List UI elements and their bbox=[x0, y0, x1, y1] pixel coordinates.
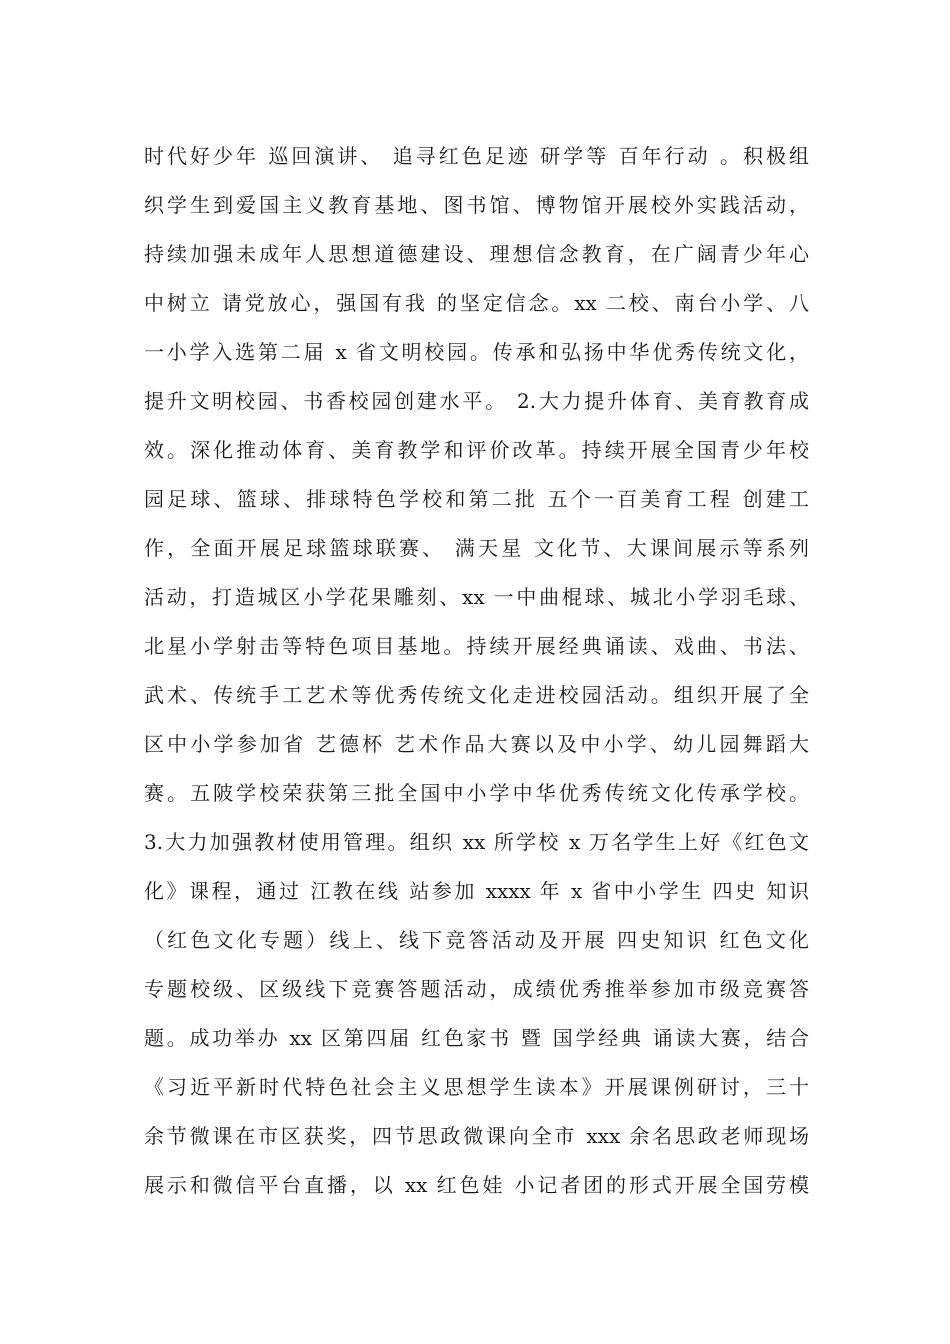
text-line: 北星小学射击等特色项目基地。持续开展经典诵读、戏曲、书法、 bbox=[144, 634, 809, 658]
text-line: 化》课程，通过 江教在线 站参加 xxxx 年 x 省中小学生 四史 知识 bbox=[144, 879, 809, 903]
text-line: 武术、传统手工艺术等优秀传统文化走进校园活动。组织开展了全 bbox=[144, 683, 809, 707]
text-line: 3.大力加强教材使用管理。组织 xx 所学校 x 万名学生上好《红色文 bbox=[144, 830, 809, 854]
text-line: 提升文明校园、书香校园创建水平。 2.大力提升体育、美育教育成 bbox=[144, 389, 809, 413]
text-line: 一小学入选第二届 x 省文明校园。传承和弘扬中华优秀传统文化， bbox=[144, 340, 809, 364]
text-line: 专题校级、区级线下竞赛答题活动，成绩优秀推举参加市级竞赛答 bbox=[144, 977, 809, 1001]
text-line: 题。成功举办 xx 区第四届 红色家书 暨 国学经典 诵读大赛，结合 bbox=[144, 1026, 809, 1050]
text-line: 赛。五陂学校荣获第三批全国中小学中华优秀传统文化传承学校。 bbox=[144, 781, 809, 805]
text-line: 效。深化推动体育、美育教学和评价改革。持续开展全国青少年校 bbox=[144, 438, 809, 462]
text-line: 时代好少年 巡回演讲、 追寻红色足迹 研学等 百年行动 。积极组 bbox=[144, 144, 809, 168]
text-line: 《习近平新时代特色社会主义思想学生读本》开展课例研讨，三十 bbox=[144, 1075, 809, 1099]
text-line: 园足球、篮球、排球特色学校和第二批 五个一百美育工程 创建工 bbox=[144, 487, 809, 511]
text-line: 织学生到爱国主义教育基地、图书馆、博物馆开展校外实践活动， bbox=[144, 193, 809, 217]
text-line: 展示和微信平台直播，以 xx 红色娃 小记者团的形式开展全国劳模 bbox=[144, 1173, 809, 1197]
text-line: 活动，打造城区小学花果雕刻、xx 一中曲棍球、城北小学羽毛球、 bbox=[144, 585, 809, 609]
text-line: 区中小学参加省 艺德杯 艺术作品大赛以及中小学、幼儿园舞蹈大 bbox=[144, 732, 809, 756]
text-line: 余节微课在市区获奖，四节思政微课向全市 xxx 余名思政老师现场 bbox=[144, 1124, 809, 1148]
text-line: 作，全面开展足球篮球联赛、 满天星 文化节、大课间展示等系列 bbox=[144, 536, 809, 560]
text-line: 中树立 请党放心，强国有我 的坚定信念。xx 二校、南台小学、八 bbox=[144, 291, 809, 315]
text-line: 持续加强未成年人思想道德建设、理想信念教育，在广阔青少年心 bbox=[144, 242, 809, 266]
body-text bbox=[144, 132, 809, 1210]
text-line: （红色文化专题）线上、线下竞答活动及开展 四史知识 红色文化 bbox=[144, 928, 809, 952]
